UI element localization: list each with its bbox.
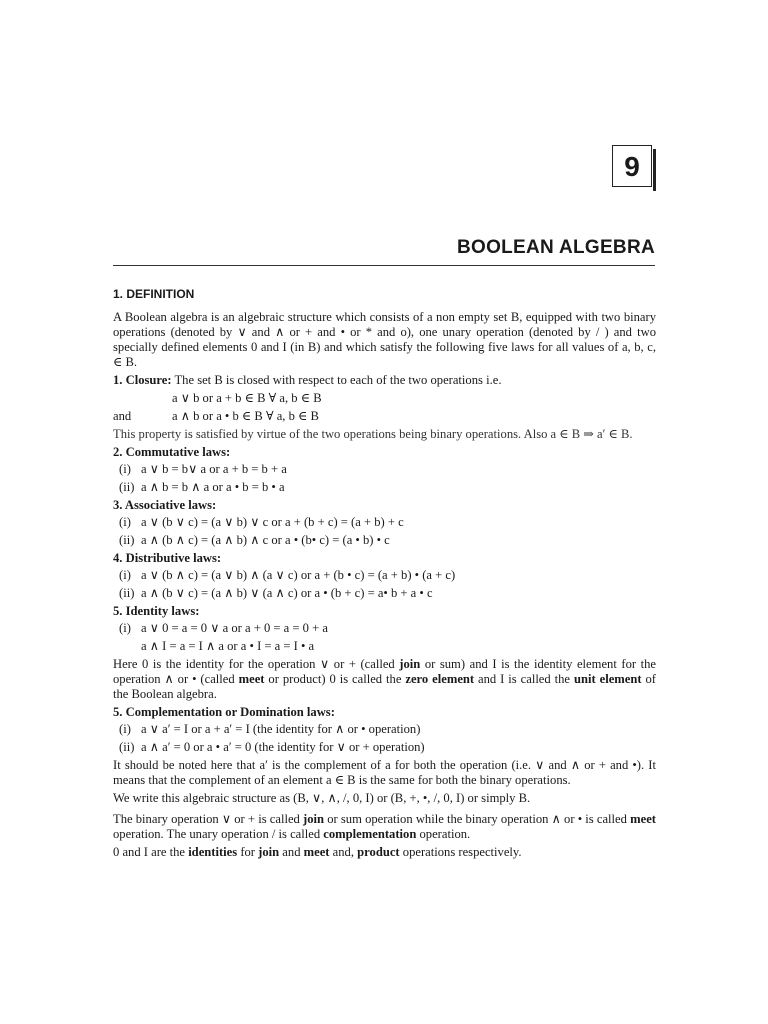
item-number: (i) <box>119 568 131 582</box>
distributive-heading: 4. Distributive laws: <box>113 551 222 565</box>
term-join: join <box>399 657 421 671</box>
text: 0 and I are the <box>113 845 189 859</box>
term-meet: meet <box>303 845 330 859</box>
complementation-item-1 <box>113 722 656 737</box>
item-number: (ii) <box>119 586 135 600</box>
closure-text: The set B is closed with respect to each of the two operations i.e. <box>171 373 502 387</box>
closure-equation-1: a ∨ b or a + b ∈ B ∀ a, b ∈ B <box>172 391 322 405</box>
item-number: (i) <box>119 462 131 476</box>
identity-item-cont <box>113 639 656 654</box>
term-join: join <box>303 812 325 826</box>
page-body <box>113 287 656 863</box>
associative-item-1 <box>113 515 656 530</box>
text: of the Boolean algebra. <box>113 672 657 701</box>
identity-paragraph <box>113 657 656 702</box>
intro-paragraph: A Boolean algebra is an algebraic structure which consists of a non empty set B, equipped with two binary operations (denoted by ∨ and ∧ or + and • or * and o), one unary operation (denoted by / ) and two specially defined elements 0 and I (in B) and which satisfy the following five laws for all values of a, b, c, ∈ B. <box>113 310 656 369</box>
item-text: a ∧ I = a = I ∧ a or a • I = a = I • a <box>141 639 315 653</box>
distributive-item-2 <box>113 586 656 601</box>
term-identities: identities <box>188 845 238 859</box>
text: and, <box>329 845 358 859</box>
closure-equation-2: a ∧ b or a • b ∈ B ∀ a, b ∈ B <box>172 409 319 423</box>
item-text: a ∧ (b ∧ c) = (a ∧ b) ∧ c or a • (b• c) = (a • b) • c <box>141 533 390 547</box>
identity-item-1 <box>113 621 656 636</box>
item-text: a ∧ a′ = 0 or a • a′ = 0 (the identity for ∨ or + operation) <box>141 740 425 754</box>
chapter-number: 9 <box>624 150 640 182</box>
text: operations respectively. <box>399 845 522 859</box>
chapter-title: BOOLEAN ALGEBRA <box>456 237 655 258</box>
item-text: a ∨ 0 = a = 0 ∨ a or a + 0 = a = 0 + a <box>141 621 328 635</box>
associative-heading: 3. Associative laws: <box>113 498 217 512</box>
item-number: (i) <box>119 621 131 635</box>
title-rule <box>113 265 655 266</box>
commutative-heading: 2. Commutative laws: <box>113 445 231 459</box>
item-number: (i) <box>119 515 131 529</box>
commutative-item-2 <box>113 480 656 495</box>
text: for <box>237 845 259 859</box>
complementation-heading: 5. Complementation or Domination laws: <box>113 705 335 719</box>
closure-paragraph <box>113 373 656 388</box>
chapter-number-box <box>612 145 652 187</box>
item-text: a ∨ (b ∨ c) = (a ∨ b) ∨ c or a + (b + c) = (a + b) + c <box>141 515 404 529</box>
complementation-item-2 <box>113 740 656 755</box>
item-number: (i) <box>119 722 131 736</box>
text: and <box>279 845 304 859</box>
associative-item-2 <box>113 533 656 548</box>
identities-note <box>113 845 656 860</box>
commutative-item-1 <box>113 462 656 477</box>
item-text: a ∨ (b ∧ c) = (a ∨ b) ∧ (a ∨ c) or a + (b • c) = (a + b) • (a + c) <box>141 568 456 582</box>
term-complementation: complementation <box>323 827 417 841</box>
closure-label: 1. Closure: <box>113 373 172 387</box>
text: or sum operation while the binary operation ∧ or • is called <box>324 812 631 826</box>
text: operation. The unary operation / is called <box>113 827 324 841</box>
text: or sum) and I is the identity element for the operation ∧ or • (called <box>113 657 656 686</box>
section-heading: 1. DEFINITION <box>113 287 195 301</box>
item-number: (ii) <box>119 740 135 754</box>
text: The binary operation ∨ or + is called <box>113 812 304 826</box>
item-text: a ∧ b = b ∧ a or a • b = b • a <box>141 480 285 494</box>
term-join: join <box>258 845 280 859</box>
structure-note: We write this algebraic structure as (B, ∨, ∧, /, 0, I) or (B, +, •, /, 0, I) or simply B. <box>113 791 531 805</box>
distributive-item-1 <box>113 568 656 583</box>
item-text: a ∨ a′ = I or a + a′ = I (the identity for ∧ or • operation) <box>141 722 421 736</box>
item-number: (ii) <box>119 480 135 494</box>
identity-heading: 5. Identity laws: <box>113 604 200 618</box>
term-zero-element: zero element <box>405 672 475 686</box>
text: and I is called the <box>474 672 574 686</box>
term-product: product <box>357 845 400 859</box>
term-meet: meet <box>238 672 265 686</box>
text: Here 0 is the identity for the operation ∨ or + (called <box>113 657 400 671</box>
item-number: (ii) <box>119 533 135 547</box>
term-unit-element: unit element <box>573 672 642 686</box>
item-text: a ∧ (b ∨ c) = (a ∧ b) ∨ (a ∧ c) or a • (b + c) = a• b + a • c <box>141 586 433 600</box>
operations-note <box>113 812 656 842</box>
closure-note: This property is satisfied by virtue of the two operations being binary operations. Also a ∈ B ⇒ a′ ∈ B. <box>113 427 633 441</box>
item-text: a ∨ b = b∨ a or a + b = b + a <box>141 462 287 476</box>
closure-equation-2-row <box>113 409 656 424</box>
complement-note: It should be noted here that a′ is the complement of a for both the operation (i.e. ∨ and ∧ or + and •). It means that the complement of an element a ∈ B is the same for both the binary operations. <box>113 758 656 787</box>
text: or product) 0 is called the <box>264 672 406 686</box>
text: operation. <box>416 827 471 841</box>
term-meet: meet <box>630 812 656 826</box>
and-label: and <box>113 409 132 423</box>
